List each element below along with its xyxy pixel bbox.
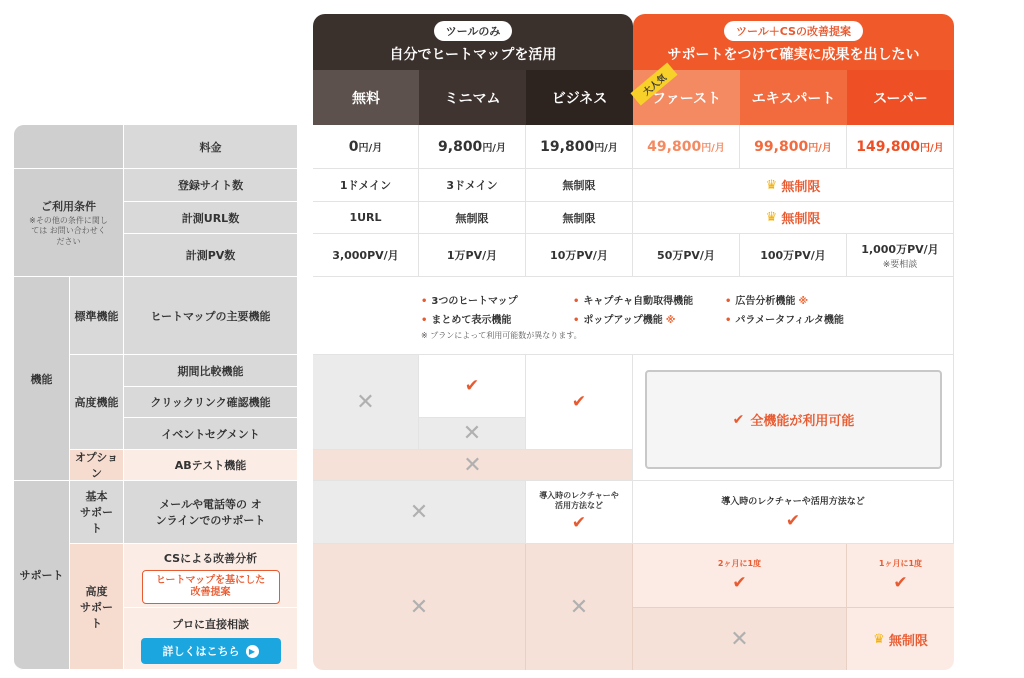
pv-super: 1,000万PV/月 ※要相談 xyxy=(847,234,954,277)
feature-item: • 3つのヒートマップ xyxy=(421,296,518,307)
urls-free: 1URL xyxy=(313,202,419,234)
freq-2m: 2ヶ月に1度 xyxy=(717,559,762,568)
advanced-business xyxy=(526,355,633,450)
cross-icon: ✕ xyxy=(409,499,429,525)
feature-item: • ポップアップ機能 ※ xyxy=(573,315,676,326)
cross-icon: ✕ xyxy=(462,421,482,446)
price-super: 149,800 円/月 xyxy=(847,125,954,169)
urls-cs-plans: ♛ 無制限 xyxy=(633,202,954,234)
cross-icon: ✕ xyxy=(409,594,429,620)
popular-ribbon: 大人気 xyxy=(630,62,677,105)
check-icon: ✔ xyxy=(464,376,480,396)
label-pv: 計測PV数 xyxy=(124,234,298,277)
pv-business: 10万PV/月 xyxy=(526,234,633,277)
cross-icon: ✕ xyxy=(569,594,589,620)
feature-item: • キャプチャ自動取得機能 xyxy=(573,296,694,307)
feature-item: • 広告分析機能 ※ xyxy=(725,296,809,307)
advanced-minimum-top xyxy=(419,355,526,418)
check-icon: ✔ xyxy=(571,513,587,534)
ab-test-tool-plans xyxy=(313,450,633,481)
pv-expert: 100万PV/月 xyxy=(740,234,847,277)
price-free: 0 円/月 xyxy=(313,125,419,169)
plan-header-free: 無料 xyxy=(313,70,419,125)
label-click-link: クリックリンク確認機能 xyxy=(124,387,298,418)
label-price: 料金 xyxy=(124,125,298,169)
tool-only-header xyxy=(313,14,633,70)
details-button-label: 詳しくはこちら xyxy=(162,645,240,658)
crown-icon: ♛ xyxy=(765,210,778,225)
check-icon: ✔ xyxy=(785,510,801,531)
pv-minimum: 1万PV/月 xyxy=(419,234,526,277)
cs-analysis-block xyxy=(124,544,298,608)
plan-header-expert: エキスパート xyxy=(740,70,847,125)
sites-minimum: 3ドメイン xyxy=(419,169,526,202)
label-ab-test: ABテスト機能 xyxy=(124,450,298,481)
label-standard: 標準機能 xyxy=(70,277,124,355)
price-expert: 99,800 円/月 xyxy=(740,125,847,169)
check-icon: ✔ xyxy=(732,411,745,428)
label-period-compare: 期間比較機能 xyxy=(124,355,298,387)
all-features-box xyxy=(645,370,942,469)
crown-icon: ♛ xyxy=(873,631,885,647)
adv-support-business xyxy=(526,544,633,670)
tool-only-title: 自分でヒートマップを活用 xyxy=(389,47,557,63)
support-intro-wide: 導入時のレクチャーや活用方法など xyxy=(721,496,865,507)
plan-header-first: ファースト xyxy=(633,70,740,125)
plan-header-super: スーパー xyxy=(847,70,954,125)
label-advanced-support: 高度 サポート xyxy=(70,544,124,670)
label-conditions-group xyxy=(14,169,124,277)
tool-cs-header xyxy=(633,14,954,70)
label-heatmap-main: ヒートマップの主要機能 xyxy=(124,277,298,355)
cs-analysis-first-expert xyxy=(633,544,847,608)
cross-icon: ✕ xyxy=(463,452,482,478)
features-note: ※ プランによって利用可能数が異なります。 xyxy=(421,331,582,340)
label-basic-support: 基本 サポート xyxy=(70,481,124,544)
all-features-label: 全機能が利用可能 xyxy=(750,414,855,429)
label-sites: 登録サイト数 xyxy=(124,169,298,202)
tool-cs-title: サポートをつけて確実に成果を出したい xyxy=(667,47,920,63)
price-business: 19,800 円/月 xyxy=(526,125,633,169)
pv-free: 3,000PV/月 xyxy=(313,234,419,277)
advanced-minimum-event xyxy=(419,418,526,450)
plan-header-business: ビジネス xyxy=(526,70,633,125)
sites-free: 1ドメイン xyxy=(313,169,419,202)
label-event-segment: イベントセグメント xyxy=(124,418,298,450)
label-pro-consult: プロに直接相談 xyxy=(172,618,249,631)
label-urls: 計測URL数 xyxy=(124,202,298,234)
check-icon: ✔ xyxy=(571,392,587,412)
urls-minimum: 無制限 xyxy=(419,202,526,234)
label-cs-analysis: CSによる改善分析 xyxy=(163,552,258,565)
pv-note: ※要相談 xyxy=(882,259,918,270)
advanced-free xyxy=(313,355,419,450)
price-minimum: 9,800 円/月 xyxy=(419,125,526,169)
label-features: 機能 xyxy=(14,277,70,481)
freq-1m: 1ヶ月に1度 xyxy=(878,559,923,568)
basic-support-free-minimum xyxy=(313,481,526,544)
pro-consult-super xyxy=(847,608,954,670)
label-advanced: 高度機能 xyxy=(70,355,124,450)
standard-features-cell xyxy=(313,277,954,355)
feature-item: • パラメータフィルタ機能 xyxy=(725,315,844,326)
feature-item: • まとめて表示機能 xyxy=(421,315,512,326)
tool-cs-badge: ツール＋CSの改善提案 xyxy=(724,21,863,41)
sites-cs-plans: ♛ 無制限 xyxy=(633,169,954,202)
play-icon: ▶ xyxy=(246,645,259,658)
pro-consult-block xyxy=(124,608,298,670)
cs-analysis-super xyxy=(847,544,954,608)
label-support: サポート xyxy=(14,481,70,670)
label-conditions-note: ※その他の条件に関しては お問い合わせください xyxy=(29,215,108,246)
urls-business: 無制限 xyxy=(526,202,633,234)
adv-support-free-minimum xyxy=(313,544,526,670)
tool-only-badge: ツールのみ xyxy=(434,21,513,41)
pv-first: 50万PV/月 xyxy=(633,234,740,277)
price-first: 49,800 円/月 xyxy=(633,125,740,169)
check-icon: ✔ xyxy=(893,573,908,593)
basic-support-business xyxy=(526,481,633,544)
label-conditions: ご利用条件 xyxy=(41,199,96,213)
price-row xyxy=(313,125,954,169)
details-button[interactable] xyxy=(141,638,281,664)
support-intro: 導入時のレクチャーや 活用方法など xyxy=(539,490,619,510)
cross-icon: ✕ xyxy=(730,626,749,652)
sites-business: 無制限 xyxy=(526,169,633,202)
check-icon: ✔ xyxy=(732,573,747,593)
basic-support-cs-plans xyxy=(633,481,954,544)
plan-header-minimum: ミニマム xyxy=(419,70,526,125)
pro-consult-first-expert xyxy=(633,608,847,670)
unlimited-label: 無制限 xyxy=(888,633,928,649)
label-option: オプション xyxy=(70,450,124,481)
crown-icon: ♛ xyxy=(765,177,778,193)
label-cs-proposal: ヒートマップを基にした 改善提案 xyxy=(142,570,280,604)
label-basic-support-desc: メールや電話等の オンラインでのサポート xyxy=(124,481,298,544)
cross-icon: ✕ xyxy=(356,389,375,415)
